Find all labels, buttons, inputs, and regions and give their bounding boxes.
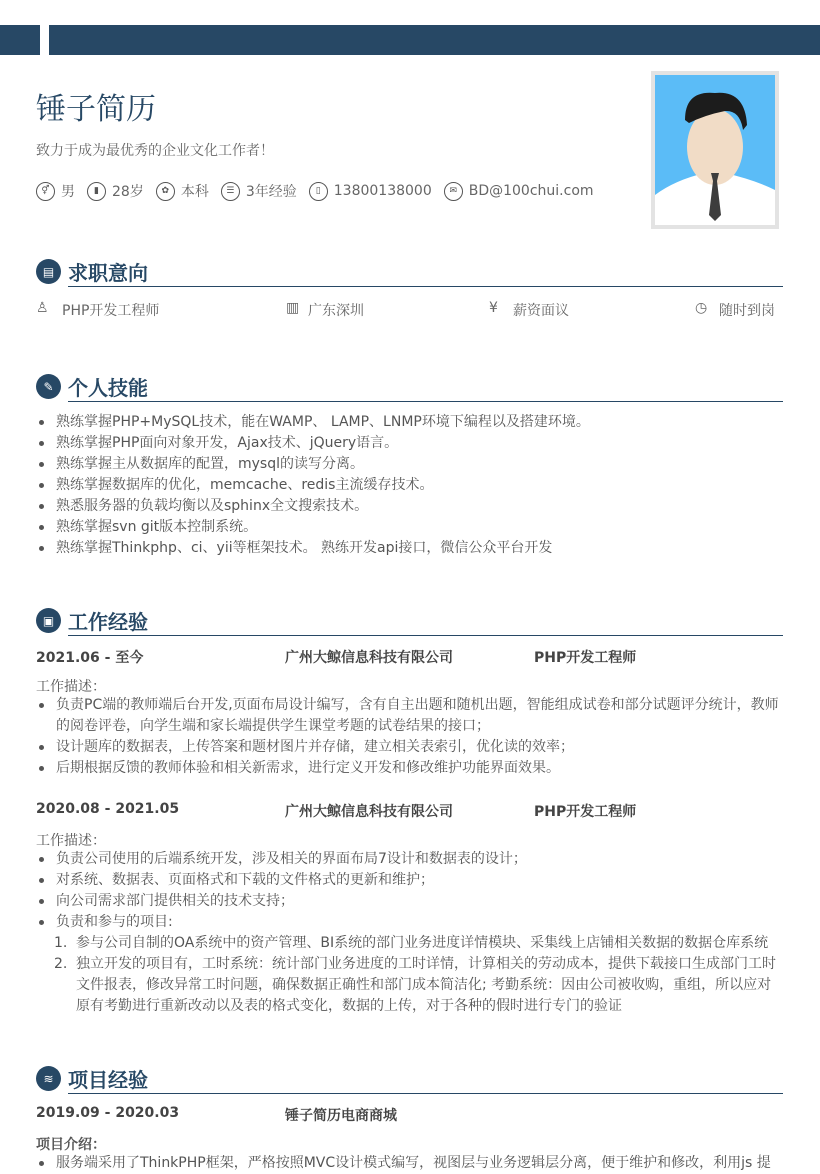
list-item: 设计题库的数据表，上传答案和题材图片并存储，建立相关表索引，优化读的效率；	[36, 737, 783, 758]
list-item: 向公司需求部门提供相关的技术支持；	[36, 891, 783, 912]
list-item: 对系统、数据表、页面格式和下载的文件格式的更新和维护；	[36, 870, 783, 891]
project-name: 锤子简历电商商城	[285, 1108, 397, 1124]
list-item: 熟练掌握PHP+MySQL技术，能在WAMP、 LAMP、LNMP环境下编程以及搭建环境。	[36, 412, 783, 433]
avatar-photo	[651, 71, 779, 229]
age-icon: ▮	[87, 182, 106, 201]
age: 28岁	[112, 184, 144, 200]
list-item: 后期根据反馈的教师体验和相关新需求，进行定义开发和修改维护功能界面效果。	[36, 758, 783, 779]
work-company: 广州大鲸信息科技有限公司	[285, 804, 453, 820]
list-item: 2. 独立开发的项目有，工时系统：统计部门业务进度的工时详情，计算相关的劳动成本，提供下载接口生成部门工时文件报表，修改异常工时问题，确保数据正确性和部门成本简洁化; 考勤系统：因由公司被收购，重组，所以应对原有考勤进行重新改动以及表的格式变化，数据的上传，对于各种的假时进行专门的验证	[54, 956, 776, 1014]
work-company: 广州大鲸信息科技有限公司	[285, 650, 453, 666]
work-desc-label: 工作描述：	[36, 833, 106, 849]
header-bar	[49, 25, 820, 55]
email: BD@100chui.com	[468, 183, 594, 199]
gender: 男	[61, 184, 75, 200]
tie-icon: ♙	[36, 300, 49, 316]
work-period: 2021.06 - 至今	[36, 650, 144, 666]
work-desc-list	[36, 695, 783, 779]
layers-icon: ≋	[36, 1066, 61, 1091]
work-period: 2020.08 - 2021.05	[36, 801, 180, 817]
work-title: PHP开发工程师	[534, 804, 637, 820]
email-icon: ✉	[444, 182, 463, 201]
list-item: 负责公司使用的后端系统开发，涉及相关的界面布局7设计和数据表的设计；	[36, 849, 783, 870]
job-intent	[36, 300, 783, 322]
section-title: 项目经验	[68, 1068, 148, 1092]
personal-info	[36, 181, 594, 201]
intent-salary: 薪资面议	[513, 303, 569, 319]
education-icon: ✿	[156, 182, 175, 201]
skills-list	[36, 412, 783, 559]
list-item: 1. 参与公司自制的OA系统中的资产管理、BI系统的部门业务进度详情模块、采集线上店铺相关数据的数据仓库系统	[54, 935, 769, 951]
project-period: 2019.09 - 2020.03	[36, 1105, 180, 1121]
section-skills-header	[36, 372, 783, 402]
section-projects-header	[36, 1064, 783, 1094]
section-intent-header	[36, 257, 783, 287]
experience-icon: ☰	[221, 182, 240, 201]
list-item: 负责PC端的教师端后台开发,页面布局设计编写，含有自主出题和随机出题，智能组成试卷和部分试题评分统计，教师的阅卷评卷，向学生端和家长端提供学生课堂考题的试卷结果的接口；	[36, 695, 783, 737]
section-title: 工作经验	[68, 610, 148, 634]
list-item: 熟练掌握PHP面向对象开发，Ajax技术、jQuery语言。	[36, 433, 783, 454]
list-item: 熟悉服务器的负载均衡以及sphinx全文搜索技术。	[36, 496, 783, 517]
motto: 致力于成为最优秀的企业文化工作者！	[36, 143, 274, 159]
resume-title: 锤子简历	[36, 92, 156, 127]
yen-icon: ¥	[489, 300, 498, 316]
list-item: 负责和参与的项目:	[36, 912, 783, 933]
experience: 3年经验	[245, 184, 297, 200]
work-title: PHP开发工程师	[534, 650, 637, 666]
list-item: 熟练掌握数据库的优化，memcache、redis主流缓存技术。	[36, 475, 783, 496]
sub-item-text: 独立开发的项目有，工时系统：统计部门业务进度的工时详情，计算相关的劳动成本，提供下载接口生成部门工时文件报表，修改异常工时问题，确保数据正确性和部门成本简洁化; 考勤系统：因由公司被收购，重组，所以应对原有考勤进行重新改动以及表的格式变化，数据的上传，对于各种的假时进行专门的验证	[76, 956, 776, 1014]
sub-item-text: 参与公司自制的OA系统中的资产管理、BI系统的部门业务进度详情模块、采集线上店铺相关数据的数据仓库系统	[76, 935, 769, 951]
intent-arrival: 随时到岗	[719, 303, 775, 319]
briefcase-icon: ▣	[36, 608, 61, 633]
sub-project-list	[36, 933, 783, 1017]
education: 本科	[180, 184, 209, 200]
section-title: 个人技能	[68, 376, 148, 400]
phone-icon: ▯	[309, 182, 328, 201]
work-desc-list	[36, 849, 783, 933]
list-item: 熟练掌握主从数据库的配置，mysql的读写分离。	[36, 454, 783, 475]
building-icon: ▥	[286, 300, 300, 316]
intent-position: PHP开发工程师	[62, 303, 160, 319]
gender-icon: ⚥	[36, 182, 55, 201]
phone: 13800138000	[333, 183, 432, 199]
section-title: 求职意向	[68, 261, 148, 285]
header-bar-accent	[0, 25, 40, 55]
list-item: 服务端采用了ThinkPHP框架，严格按照MVC设计模式编写，视图层与业务逻辑层分离，便于维护和修改，利用js 提	[36, 1153, 783, 1174]
list-item: 熟练掌握Thinkphp、ci、yii等框架技术。 熟练开发api接口，微信公众平台开发	[36, 538, 783, 559]
project-desc-list	[36, 1153, 783, 1174]
list-item: 熟练掌握svn git版本控制系统。	[36, 517, 783, 538]
document-icon: ▤	[36, 259, 61, 284]
section-work-header	[36, 606, 783, 636]
project-intro-label: 项目介绍：	[36, 1137, 106, 1153]
intent-city: 广东深圳	[308, 303, 364, 319]
work-desc-label: 工作描述：	[36, 679, 106, 695]
avatar-illustration	[655, 75, 775, 225]
edit-icon: ✎	[36, 374, 61, 399]
clock-icon: ◷	[695, 300, 708, 316]
